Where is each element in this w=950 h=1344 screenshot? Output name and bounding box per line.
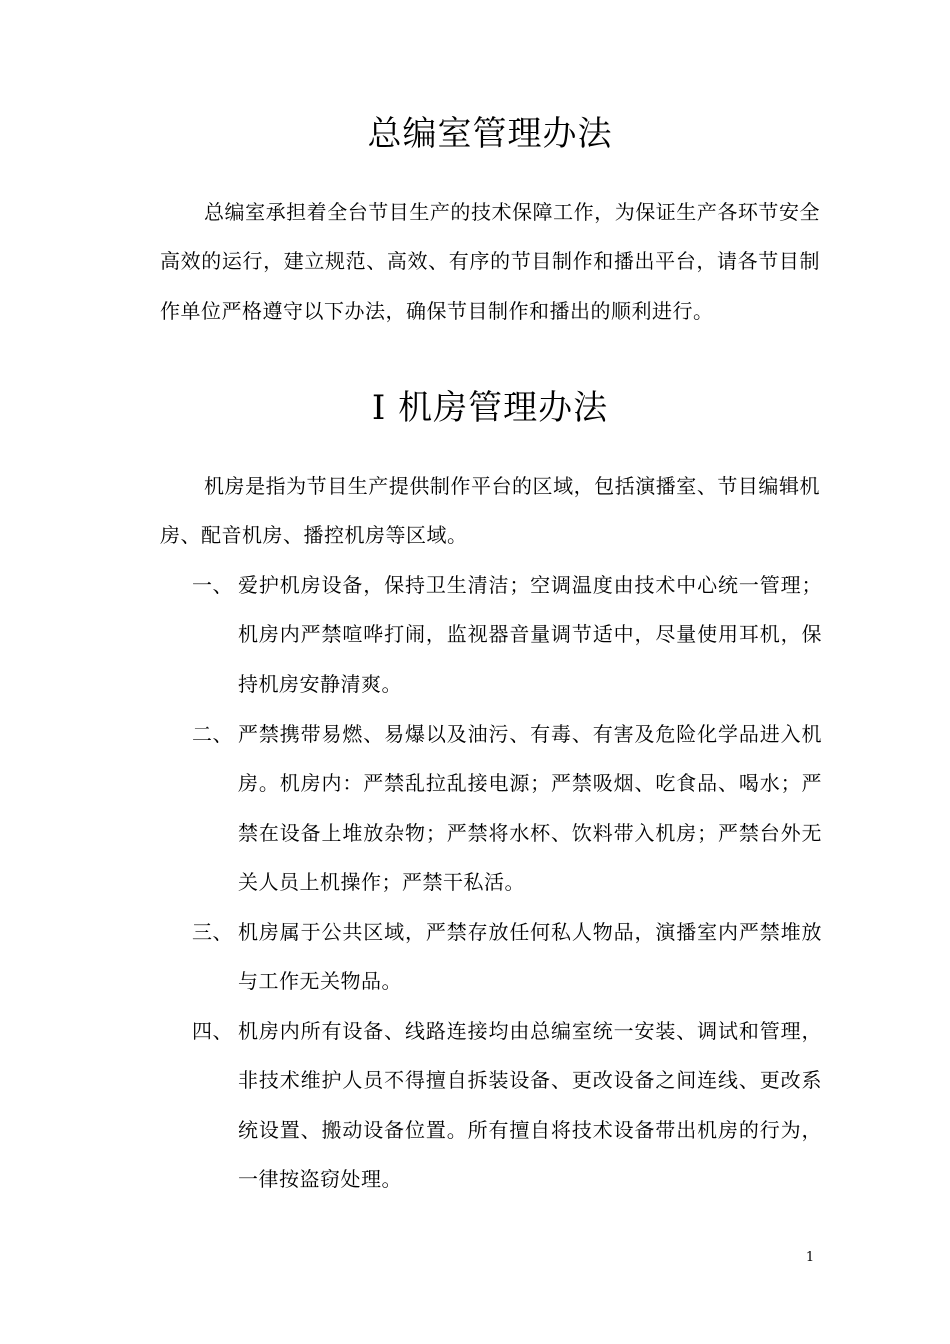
rule-text: 机房内所有设备、线路连接均由总编室统一安装、调试和管理，非技术维护人员不得擅自拆装设备、更改设备之间连线、更改系统设置、搬动设备位置。所有擅自将技术设备带出机房的行为，一律按盗窃处理。	[238, 1019, 822, 1191]
rule-text: 机房属于公共区域，严禁存放任何私人物品，演播室内严禁堆放与工作无关物品。	[238, 920, 822, 994]
rule-item-1	[192, 561, 822, 709]
rule-text: 爱护机房设备，保持卫生清洁；空调温度由技术中心统一管理；机房内严禁喧哗打闹，监视器音量调节适中，尽量使用耳机，保持机房安静清爽。	[238, 573, 822, 696]
section-intro-paragraph: 机房是指为节目生产提供制作平台的区域，包括演播室、节目编辑机房、配音机房、播控机房等区域。	[160, 474, 820, 548]
page-number: 1	[805, 1250, 815, 1265]
rule-marker: 三、	[192, 920, 233, 944]
rule-item-2	[192, 710, 822, 907]
rule-marker: 一、	[192, 573, 233, 597]
intro-paragraph: 总编室承担着全台节目生产的技术保障工作，为保证生产各环节安全高效的运行，建立规范、高效、有序的节目制作和播出平台，请各节目制作单位严格遵守以下办法，确保节目制作和播出的顺利进行。	[160, 200, 820, 323]
rule-marker: 四、	[192, 1019, 233, 1043]
section-title: I 机房管理办法	[371, 388, 609, 428]
rule-item-4	[192, 1007, 822, 1204]
rule-text: 严禁携带易燃、易爆以及油污、有毒、有害及危险化学品进入机房。机房内：严禁乱拉乱接电源；严禁吸烟、吃食品、喝水；严禁在设备上堆放杂物；严禁将水杯、饮料带入机房；严禁台外无关人员上机操作；严禁干私活。	[238, 722, 822, 894]
rule-item-3	[192, 908, 822, 1007]
document-title: 总编室管理办法	[367, 114, 613, 154]
rule-marker: 二、	[192, 722, 233, 746]
